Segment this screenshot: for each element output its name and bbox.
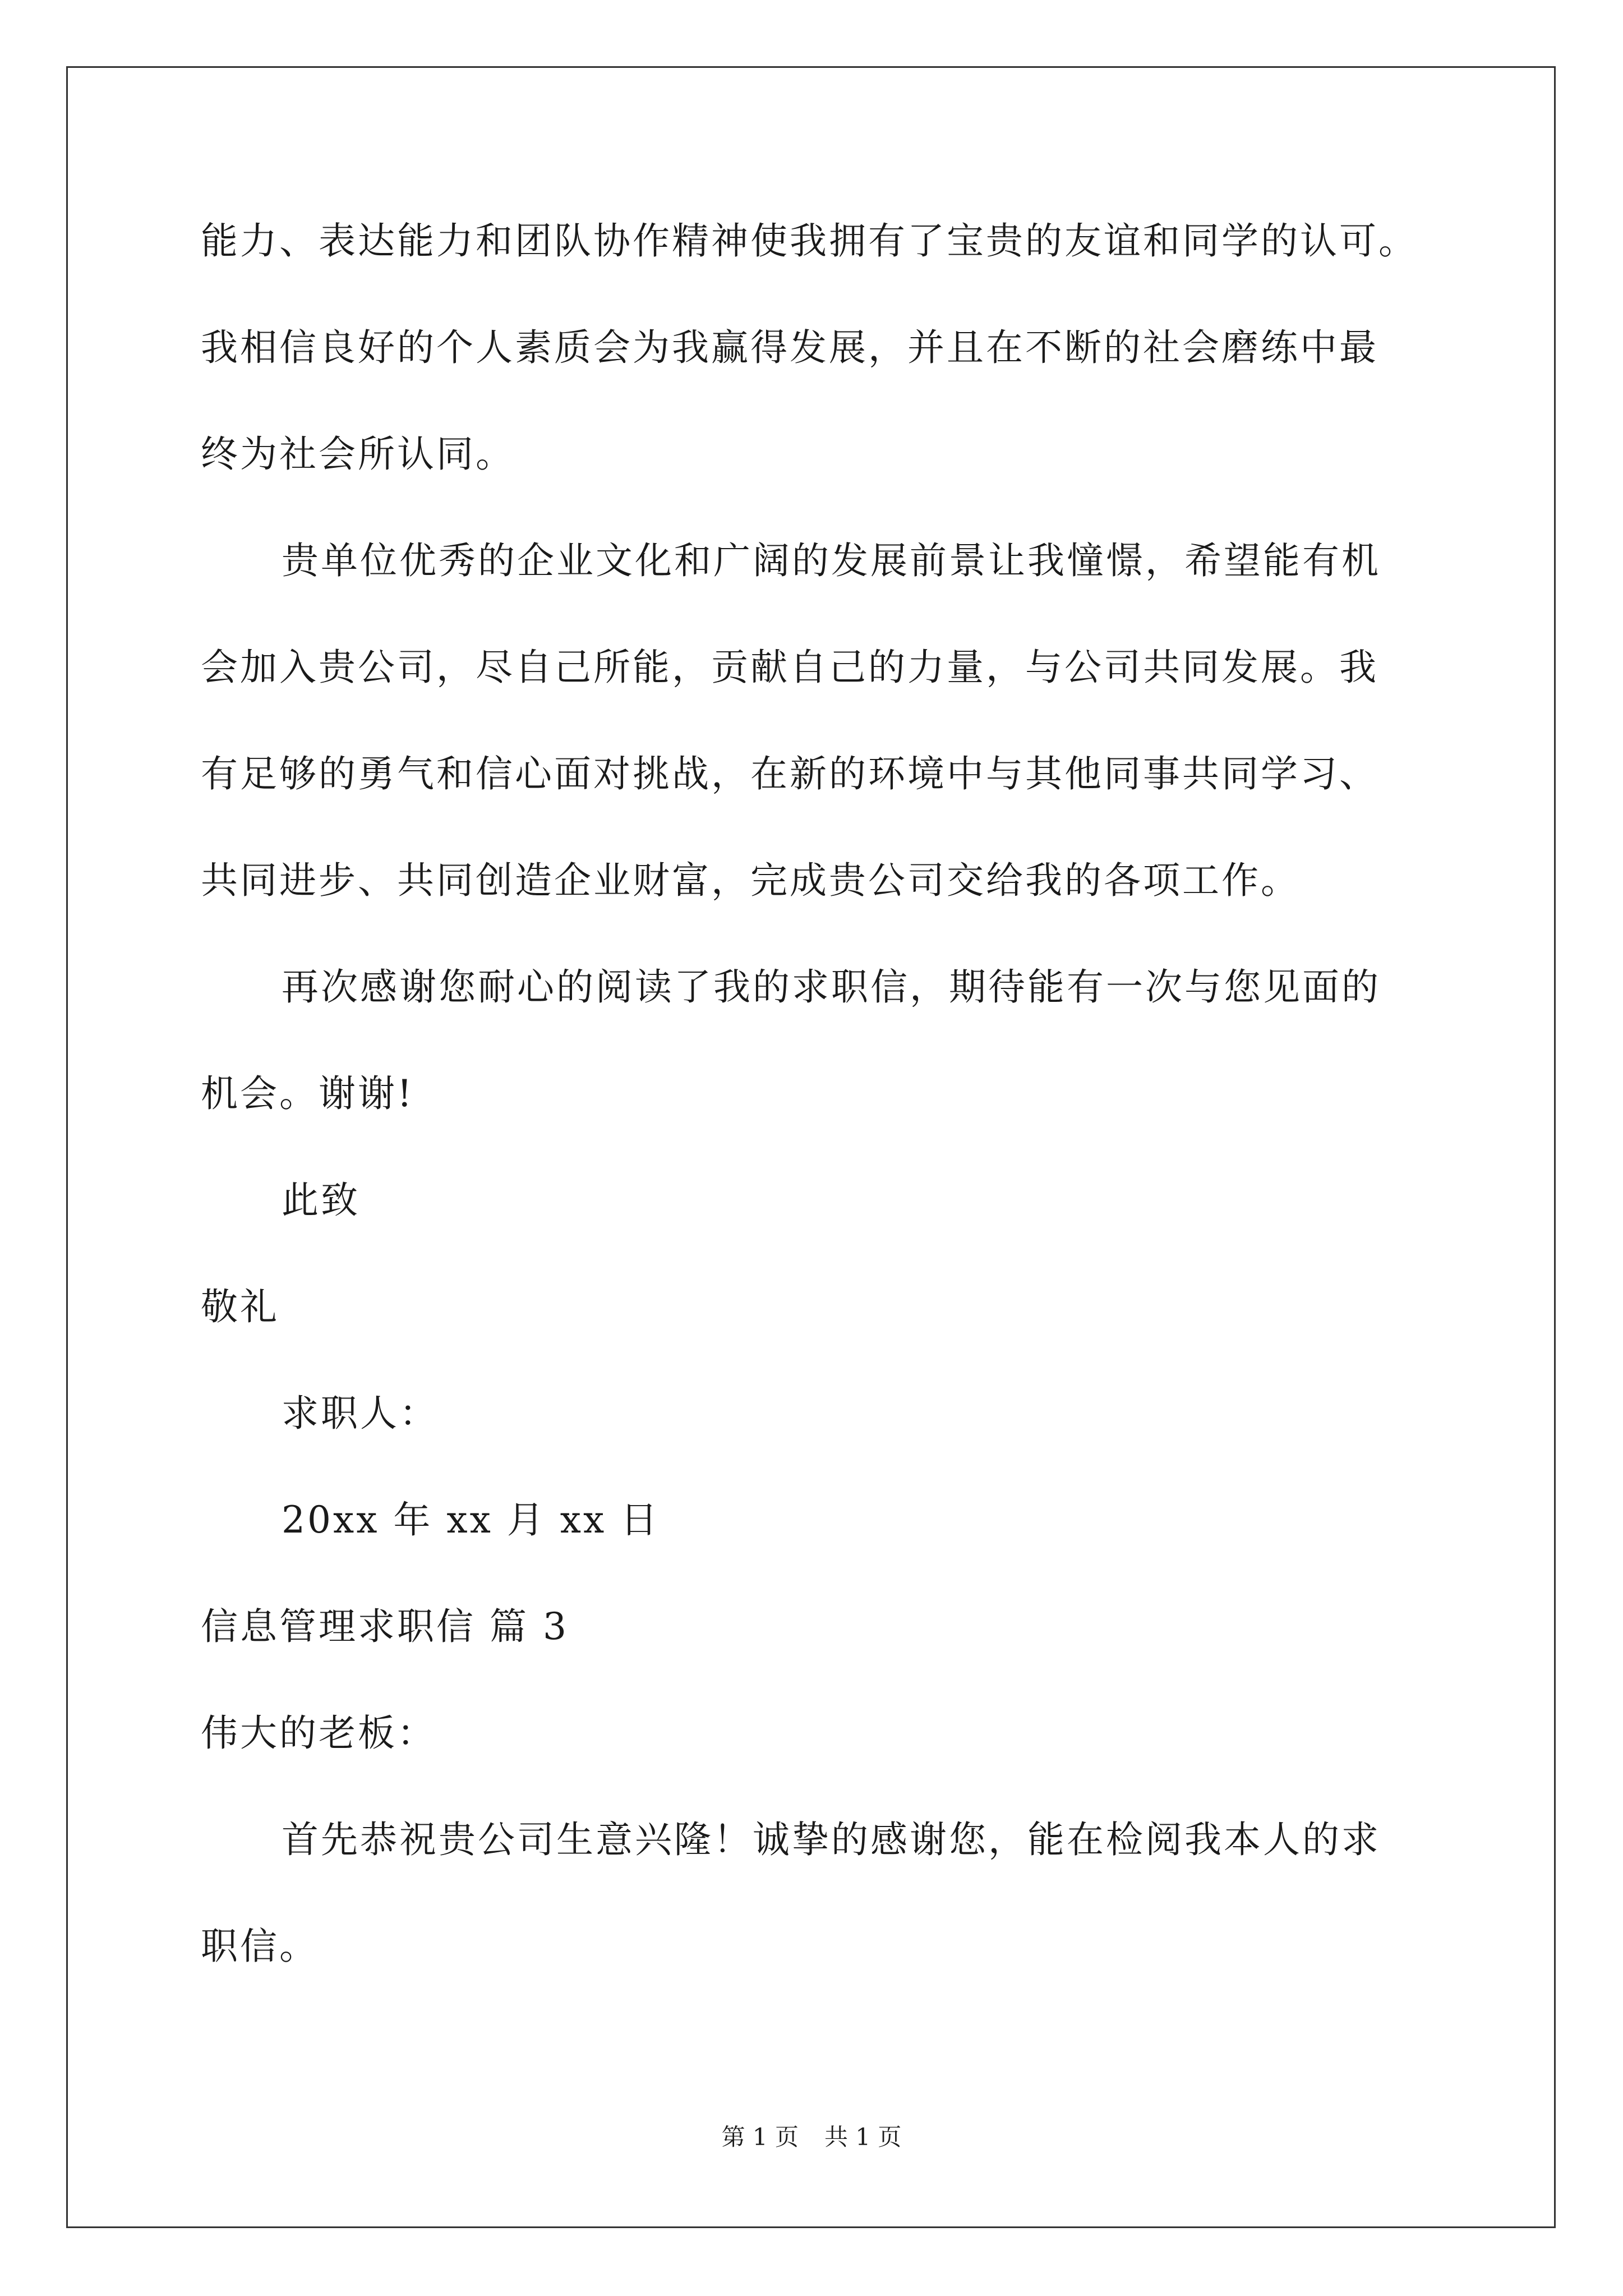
page-total: 共 1 页 <box>824 2123 902 2151</box>
text-line: 机会。谢谢! <box>201 1072 414 1115</box>
date-line: 20xx 年 xx 月 xx 日 <box>282 1498 660 1542</box>
text-line: 首先恭祝贵公司生意兴隆！诚挚的感谢您，能在检阅我本人的求 <box>282 1818 1381 1861</box>
greeting: 伟大的老板： <box>201 1711 436 1755</box>
page-footer <box>0 2120 1623 2154</box>
text-line: 贵单位优秀的企业文化和广阔的发展前景让我憧憬，希望能有机 <box>282 539 1381 582</box>
text-line: 我相信良好的个人素质会为我赢得发展，并且在不断的社会磨练中最 <box>201 326 1378 369</box>
section-heading: 信息管理求职信 篇 3 <box>201 1605 569 1648</box>
document-body <box>201 202 1435 2014</box>
text-line: 职信。 <box>201 1925 319 1968</box>
text-line: 有足够的勇气和信心面对挑战，在新的环境中与其他同事共同学习、 <box>201 752 1378 795</box>
text-line: 会加入贵公司，尽自己所能，贡献自己的力量，与公司共同发展。我 <box>201 646 1378 689</box>
page-number: 第 1 页 <box>721 2123 799 2151</box>
signature-label: 求职人： <box>282 1392 439 1435</box>
salutation-respect: 敬礼 <box>201 1285 279 1328</box>
text-line: 共同进步、共同创造企业财富，完成贵公司交给我的各项工作。 <box>201 859 1300 902</box>
closing-phrase: 此致 <box>282 1179 360 1222</box>
text-line: 再次感谢您耐心的阅读了我的求职信，期待能有一次与您见面的 <box>282 965 1381 1009</box>
text-line: 能力、表达能力和团队协作精神使我拥有了宝贵的友谊和同学的认可。 <box>201 219 1418 263</box>
text-line: 终为社会所认同。 <box>201 432 515 476</box>
